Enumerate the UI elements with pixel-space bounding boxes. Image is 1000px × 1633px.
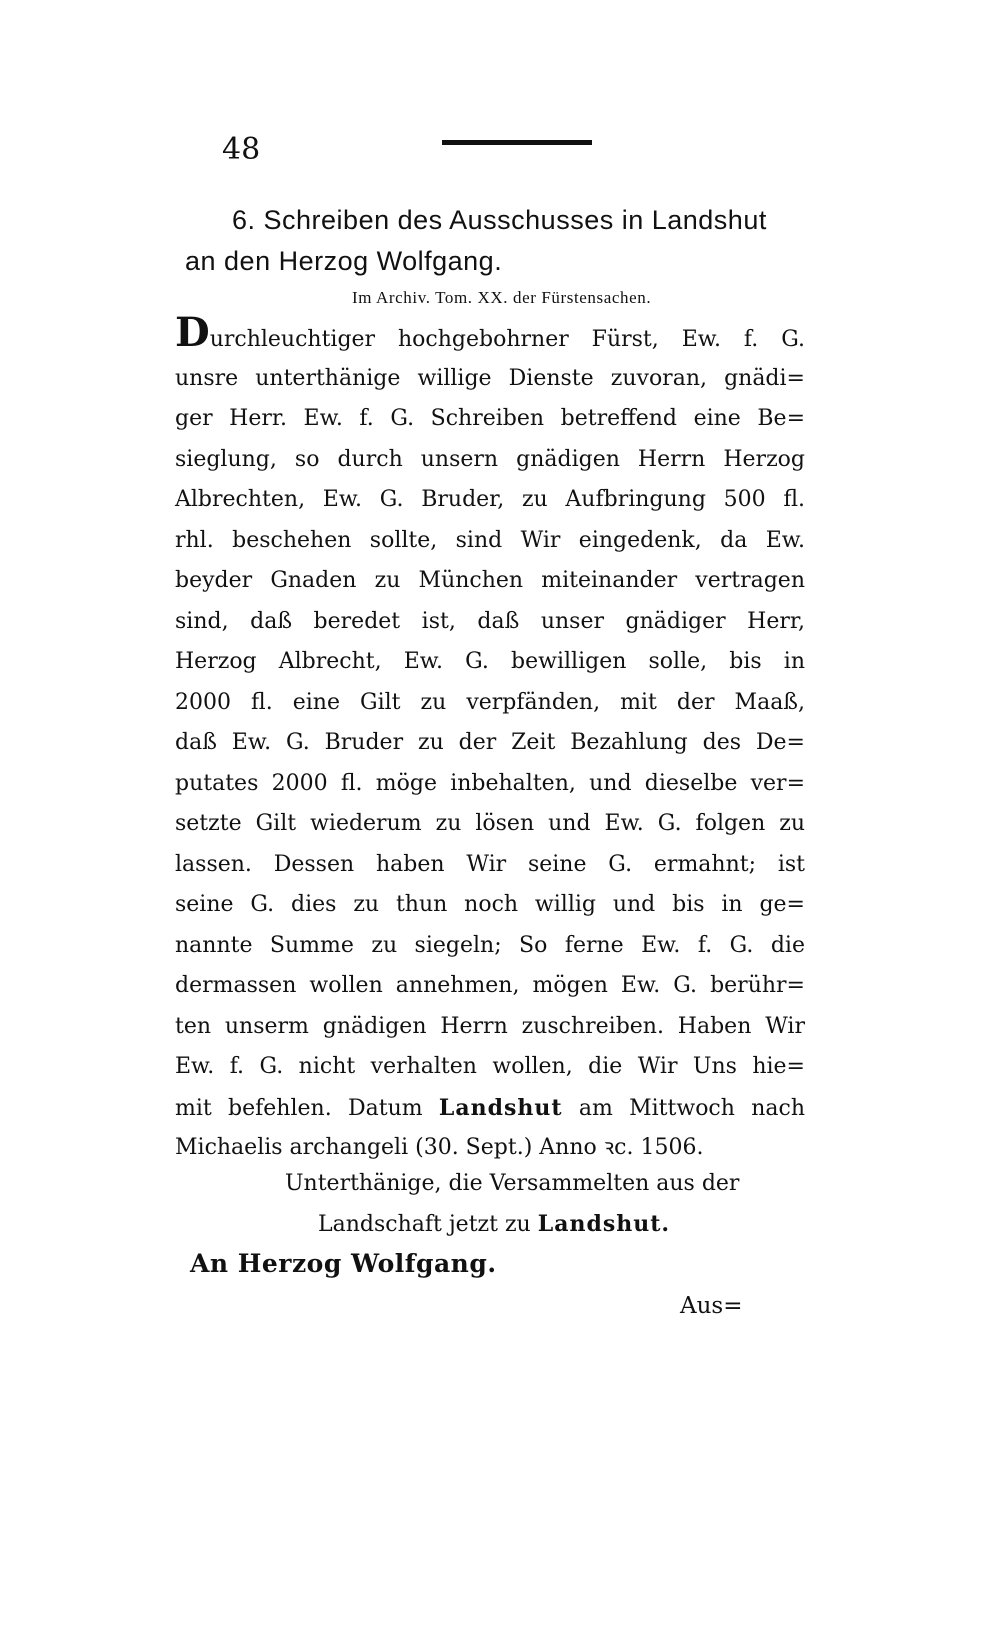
page-number: 48: [222, 132, 261, 167]
letter-line: sieglung, so durch unsern gnädigen Herrn Herzog: [175, 446, 805, 472]
letter-line: sind, daß beredet ist, daß unser gnädiger Herr,: [175, 608, 805, 634]
letter-line: unsre unterthänige willige Dienste zuvoran, gnädi=: [175, 365, 805, 391]
letter-line: nannte Summe zu siegeln; So ferne Ew. f. G. die: [175, 932, 805, 958]
letter-line: setzte Gilt wiederum zu lösen und Ew. G. folgen zu: [175, 811, 805, 836]
letter-line: daß Ew. G. Bruder zu der Zeit Bezahlung des De=: [175, 730, 805, 755]
letter-line: ten unserm gnädigen Herrn zuschreiben. Haben Wir: [175, 1013, 805, 1039]
closing-signature-line-2: [318, 1204, 670, 1245]
header-rule: [442, 140, 592, 145]
letter-line: lassen. Dessen haben Wir seine G. ermahnt; ist: [175, 851, 805, 877]
document-heading-line-2: an den Herzog Wolfgang.: [185, 246, 503, 276]
letter-date-line: Michaelis archangeli (30. Sept.) Anno ꝛc. 1506.: [175, 1135, 704, 1160]
catchword: Aus=: [680, 1293, 743, 1319]
letter-line-text: urchleuchtiger hochgebohrner Fürst, Ew. f. G.: [209, 327, 805, 352]
addressee-line: An Herzog Wolfgang.: [190, 1249, 497, 1278]
letter-body: [175, 309, 805, 1169]
letter-line: Ew. f. G. nicht verhalten wollen, die Wir Uns hie=: [175, 1054, 805, 1079]
letter-line: rhl. beschehen sollte, sind Wir eingedenk, da Ew.: [175, 527, 805, 553]
letter-line: Albrechten, Ew. G. Bruder, zu Aufbringung 500 fl.: [175, 487, 805, 512]
letter-line: dermassen wollen annehmen, mögen Ew. G. berühr=: [175, 973, 805, 998]
place-name-landshut: Landshut.: [537, 1211, 671, 1237]
letter-line: beyder Gnaden zu München miteinander vertragen: [175, 568, 805, 593]
letter-line: [175, 309, 805, 359]
letter-line: 2000 fl. eine Gilt zu verpfänden, mit der Maaß,: [175, 689, 805, 715]
closing-text: Landschaft jetzt zu: [318, 1212, 538, 1237]
letter-line: [175, 1088, 805, 1129]
letter-line: putates 2000 fl. möge inbehalten, und dieselbe ver=: [175, 770, 805, 796]
place-name-landshut: Landshut: [438, 1094, 563, 1121]
letter-line-text: mit befehlen. Datum: [175, 1095, 439, 1121]
letter-line: Herzog Albrecht, Ew. G. bewilligen solle, bis in: [175, 649, 805, 674]
archive-source-note: Im Archiv. Tom. XX. der Fürstensachen.: [352, 288, 652, 307]
document-heading-line-1: 6. Schreiben des Ausschusses in Landshut: [232, 205, 767, 235]
letter-line-text: am Mittwoch nach: [562, 1095, 805, 1121]
drop-cap: D: [175, 309, 210, 356]
letter-line: seine G. dies zu thun noch willig und bis in ge=: [175, 892, 805, 917]
closing-signature-line-1: Unterthänige, die Versammelten aus der: [285, 1171, 740, 1196]
letter-line: ger Herr. Ew. f. G. Schreiben betreffend eine Be=: [175, 406, 805, 431]
